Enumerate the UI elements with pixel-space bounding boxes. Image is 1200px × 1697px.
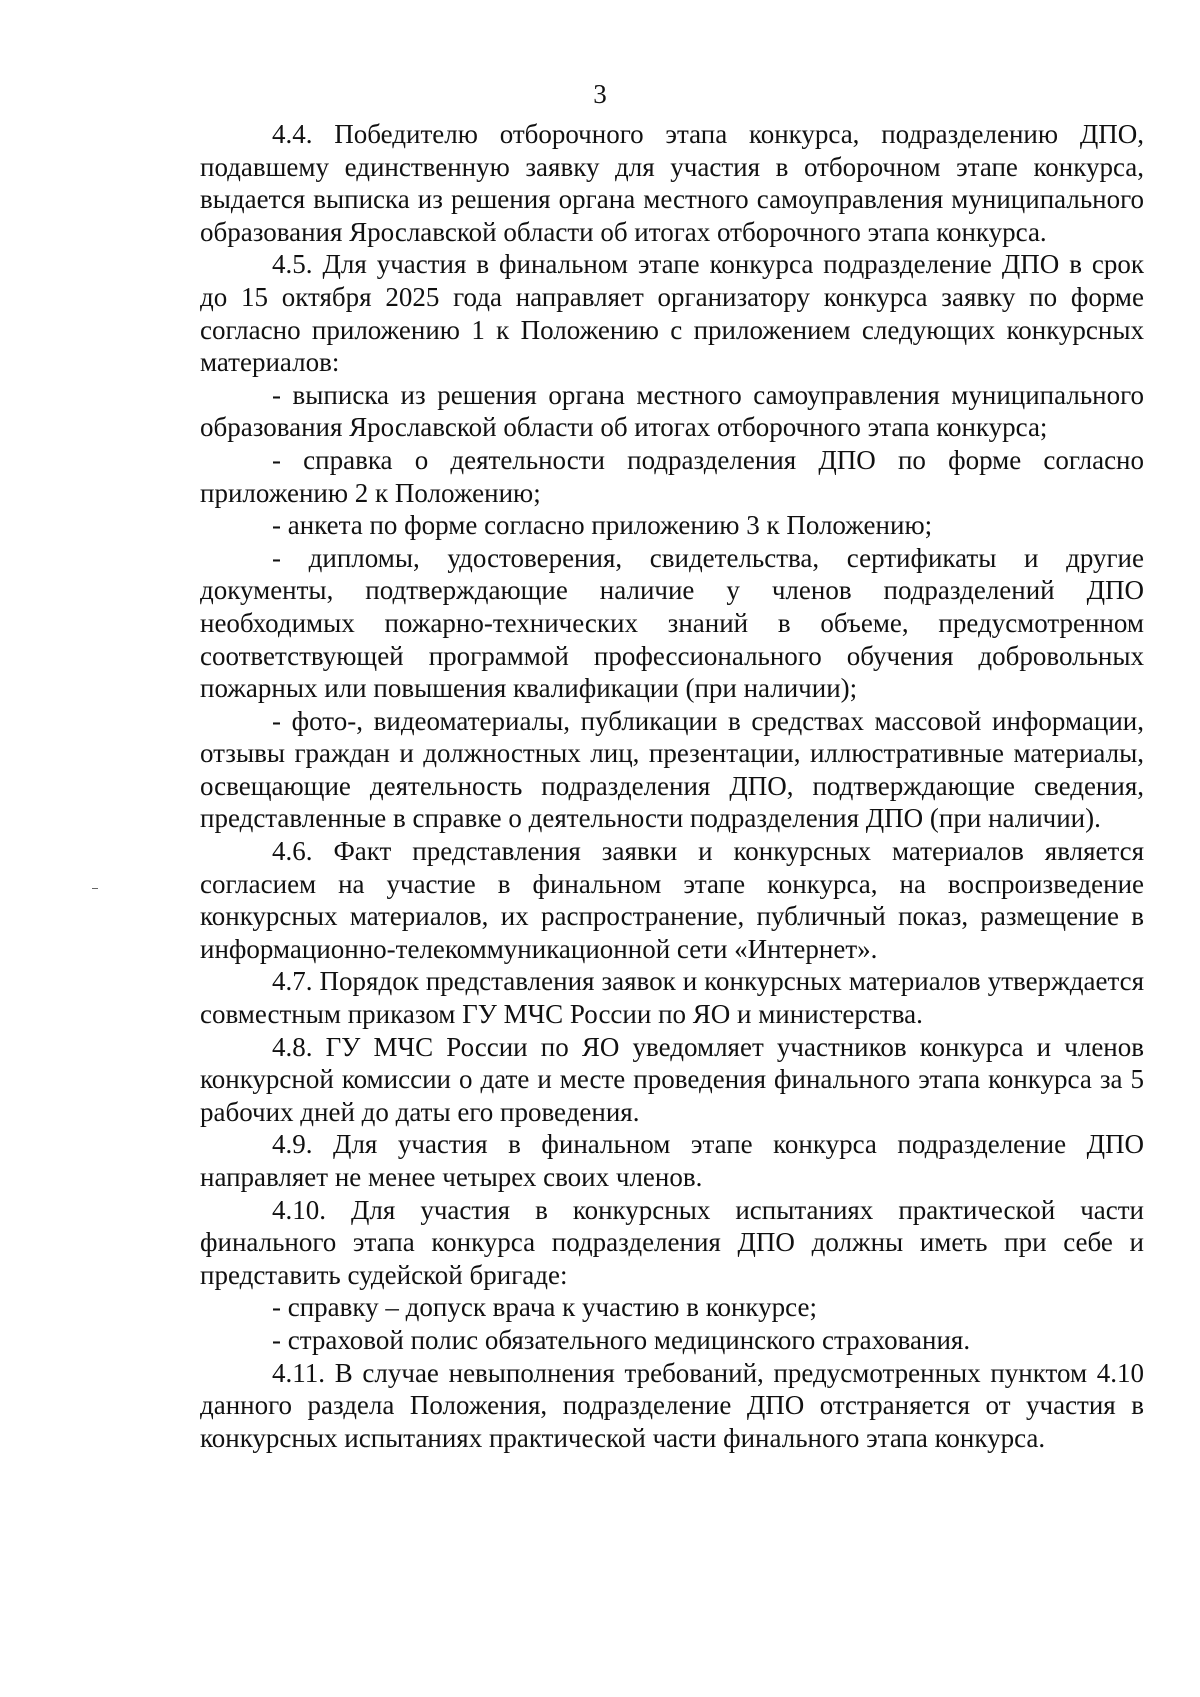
paragraph-4-8: 4.8. ГУ МЧС России по ЯО уведомляет участников конкурса и членов конкурсной комиссии о дате и месте проведения финального этапа конкурса за 5 рабочих дней до даты его проведения. bbox=[200, 1031, 1144, 1127]
paragraph-4-10: 4.10. Для участия в конкурсных испытаниях практической части финального этапа конкурса подразделения ДПО должны иметь при себе и представить судейской бригаде: bbox=[200, 1194, 1144, 1290]
document-body bbox=[200, 118, 1144, 1454]
paragraph-4-6: 4.6. Факт представления заявки и конкурсных материалов является согласием на участие в финальном этапе конкурса, на воспроизведение конкурсных материалов, их распространение, публичный показ, размещение в информационно-телекоммуникационной сети «Интернет». bbox=[200, 836, 1144, 964]
list-item: - дипломы, удостоверения, свидетельства, сертификаты и другие документы, подтверждающие наличие у членов подразделений ДПО необходимых пожарно-технических знаний в объеме, предусмотренном соответствующей программой профессионального обучения добровольных пожарных или повышения квалификации (при наличии); bbox=[200, 542, 1144, 704]
list-item: - анкета по форме согласно приложению 3 к Положению; bbox=[272, 510, 933, 541]
paragraph-4-9: 4.9. Для участия в финальном этапе конкурса подразделение ДПО направляет не менее четырех своих членов. bbox=[200, 1129, 1144, 1192]
paragraph-4-11: 4.11. В случае невыполнения требований, предусмотренных пунктом 4.10 данного раздела Положения, подразделение ДПО отстраняется от участия в конкурсных испытаниях практической части финального этапа конкурса. bbox=[200, 1357, 1144, 1453]
list-item: - фото-, видеоматериалы, публикации в средствах массовой информации, отзывы граждан и должностных лиц, презентации, иллюстративные материалы, освещающие деятельность подразделения ДПО, подтверждающие сведения, представленные в справке о деятельности подразделения ДПО (при наличии). bbox=[200, 705, 1144, 834]
paragraph-4-4: 4.4. Победителю отборочного этапа конкурса, подразделению ДПО, подавшему единственную заявку для участия в отборочном этапе конкурса, выдается выписка из решения органа местного самоуправления муниципального образования Ярославской области об итогах отборочного этапа конкурса. bbox=[200, 119, 1144, 247]
list-item: - страховой полис обязательного медицинского страхования. bbox=[272, 1324, 971, 1355]
page-number: 3 bbox=[593, 79, 607, 109]
scan-mark bbox=[92, 888, 98, 889]
paragraph-4-5: 4.5. Для участия в финальном этапе конкурса подразделение ДПО в срок до 15 октября 2025 года направляет организатору конкурса заявку по форме согласно приложению 1 к Положению с приложением следующих конкурсных материалов: bbox=[200, 249, 1144, 378]
paragraph-4-7: 4.7. Порядок представления заявок и конкурсных материалов утверждается совместным приказом ГУ МЧС России по ЯО и министерства. bbox=[200, 966, 1144, 1030]
list-item: - справка о деятельности подразделения ДПО по форме согласно приложению 2 к Положению; bbox=[200, 444, 1144, 508]
list-item: - справку – допуск врача к участию в конкурсе; bbox=[272, 1292, 817, 1323]
list-item: - выписка из решения органа местного самоуправления муниципального образования Ярославской области об итогах отборочного этапа конкурса; bbox=[200, 379, 1144, 443]
